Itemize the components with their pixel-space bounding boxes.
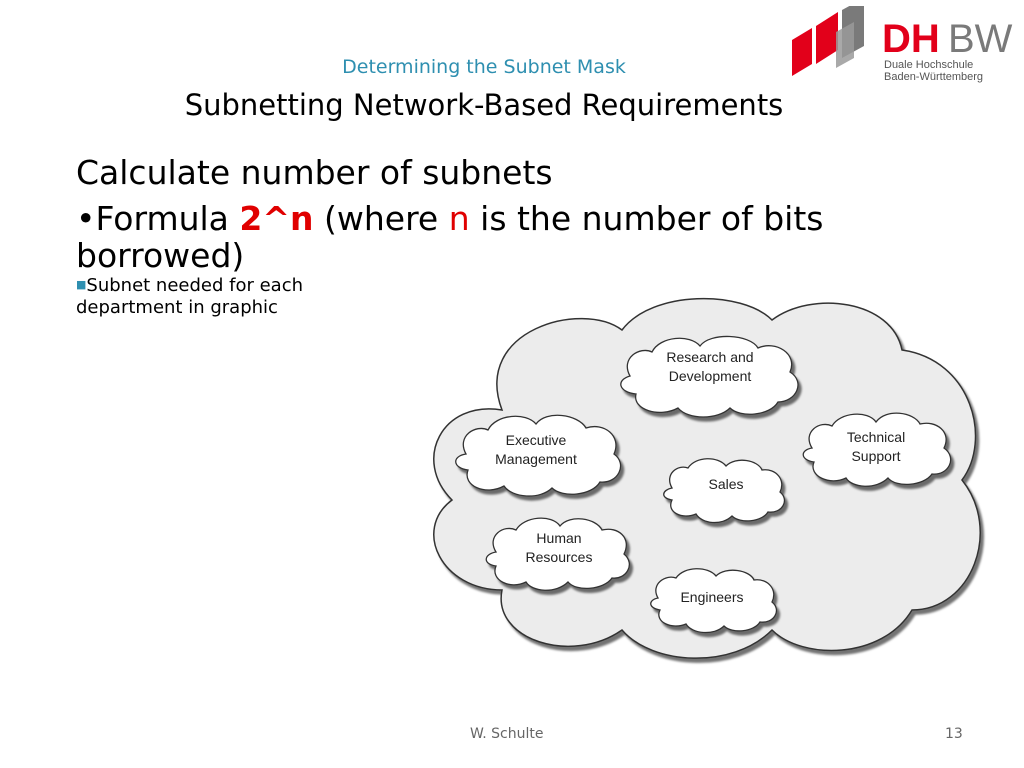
- dept-label-engineers: Engineers: [680, 589, 744, 605]
- bullet-prefix: Formula: [95, 199, 240, 238]
- slide-title: Subnetting Network-Based Requirements: [184, 88, 784, 122]
- formula-expression: 2^n: [239, 199, 314, 238]
- formula-bullet: [76, 200, 956, 274]
- logo-line1: Duale Hochschule: [884, 59, 974, 71]
- dept-label-research-line2: Development: [668, 368, 752, 384]
- slide-subtitle: Determining the Subnet Mask: [342, 56, 626, 78]
- bullet-middle: (where: [313, 199, 449, 238]
- dept-label-technical-line2: Support: [851, 448, 901, 464]
- footer-author: W. Schulte: [470, 726, 544, 742]
- formula-variable: n: [448, 199, 470, 238]
- body-heading: Calculate number of subnets: [76, 153, 553, 192]
- dept-label-sales: Sales: [708, 476, 744, 492]
- dhbw-logo: [790, 6, 1020, 84]
- dept-label-executive-line1: Executive: [505, 432, 567, 448]
- dept-label-research-line1: Research and: [666, 349, 754, 365]
- sub-bullet: [76, 274, 376, 319]
- square-bullet-icon: ■: [76, 278, 87, 291]
- logo-letters-bw: BW: [948, 17, 1013, 61]
- dept-label-executive-line2: Management: [495, 451, 577, 467]
- dept-label-technical-line1: Technical: [846, 429, 906, 445]
- logo-letters-dh: DH: [882, 17, 940, 61]
- bullet-mark: •: [76, 199, 96, 238]
- page-number: 13: [945, 726, 963, 742]
- logo-line2: Baden-Württemberg: [884, 71, 984, 83]
- network-cloud-diagram: [412, 290, 1002, 670]
- dept-label-human-line1: Human: [536, 530, 582, 546]
- bullet-rest: is the number of bits borrowed): [76, 199, 824, 275]
- sub-bullet-text: Subnet needed for each department in graphic: [76, 275, 304, 318]
- dept-label-human-line2: Resources: [525, 549, 593, 565]
